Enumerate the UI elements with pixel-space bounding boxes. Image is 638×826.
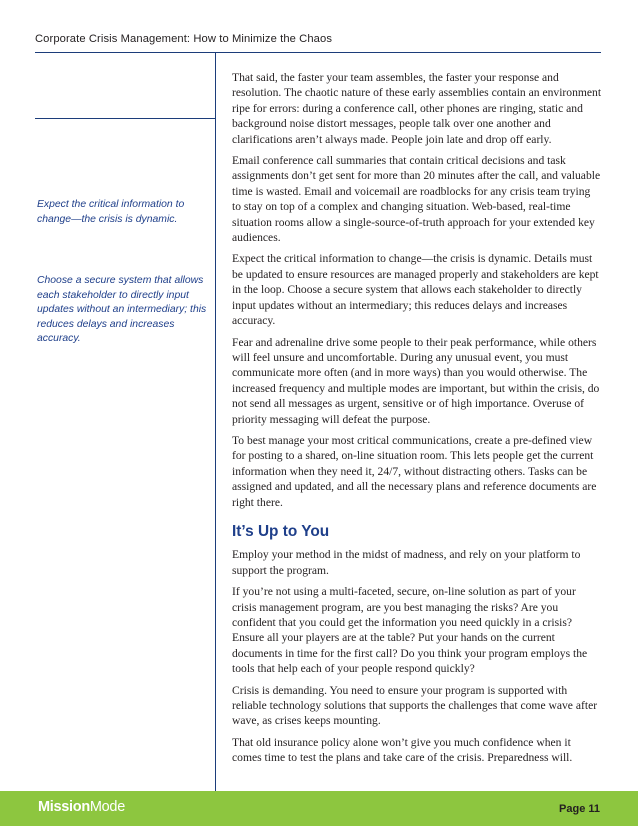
page-number: Page 11	[559, 803, 600, 815]
missionmode-logo	[38, 799, 125, 815]
sidebar-divider	[35, 118, 215, 119]
body-paragraph: That old insurance policy alone won’t give you much confidence when it comes time to test the plans and take care of the crisis. Preparedness will.	[232, 735, 573, 765]
sidebar-pull-quote: Choose a secure system that allows each stakeholder to directly input updates without an intermediary; this reduces delays and increases accuracy.	[37, 275, 207, 344]
page-header-title: Corporate Crisis Management: How to Minimize the Chaos	[35, 33, 333, 45]
body-paragraph: Crisis is demanding. You need to ensure your program is supported with reliable technology solutions that supports the challenges that come wave after wave, as crises keeps mounting.	[232, 683, 598, 728]
body-paragraph: Employ your method in the midst of madness, and rely on your platform to support the program.	[232, 548, 581, 577]
logo-text-mission: Mission	[38, 799, 90, 815]
body-paragraph: To best manage your most critical communications, create a pre-defined view for posting to a shared, on-line situation room. This lets people get the current information when they need it, 24/7, without distracting others. Tasks can be assigned and updated, and all the necessary plans and reference documents are right there.	[232, 433, 597, 509]
body-paragraph: Email conference call summaries that contain critical decisions and task assignments don’t get sent for more than 20 minutes after the call, and valuable time is wasted. Email and voicemail are roadblocks for any crisis team trying to stay on top of a complex and changing situation. Web-based, real-time situation rooms allow a single-source-of-truth approach for your extended key audiences.	[232, 154, 601, 245]
header-divider	[35, 52, 601, 53]
column-divider	[215, 53, 216, 791]
body-paragraph: That said, the faster your team assembles, the faster your response and resolution. The chaotic nature of these early assemblies contain an environment ripe for errors: during a conference call, other phones are ringing, static and background noise distort messages, people talk over one another and clarifications aren’t always made. People join late and drop off early.	[232, 71, 602, 146]
main-body	[232, 70, 602, 772]
footer-bar	[0, 791, 638, 826]
body-paragraph: If you’re not using a multi-faceted, secure, on-line solution as part of your crisis management program, are you best managing the risks? Are you confident that you could get the information you need quickly in a crisis? Ensure all your players are at the table? Put your hands on the current documents in time for the first call? Do you think your program employs the tools that help each of your people respond quickly?	[232, 585, 588, 676]
body-paragraph: Expect the critical information to change—the crisis is dynamic. Details must be updated to ensure resources are managed properly and stakeholders are kept in the loop. Choose a secure system that allows each stakeholder to directly input updates without an intermediary; this reduces delays and increases accuracy.	[232, 252, 599, 328]
body-paragraph: Fear and adrenaline drive some people to their peak performance, while others will feel unsure and uncomfortable. During any unusual event, you must communicate more often (and in more ways) than you would otherwise. The increased frequency and multiple modes are important, but within the crisis, do not send all messages as urgent, sensitive or of high importance. Overuse of priority messaging will defeat the purpose.	[232, 335, 600, 426]
sidebar-pull-quote: Expect the critical information to change—the crisis is dynamic.	[37, 199, 185, 225]
logo-text-mode: Mode	[89, 799, 125, 815]
section-heading: It’s Up to You	[232, 522, 330, 540]
